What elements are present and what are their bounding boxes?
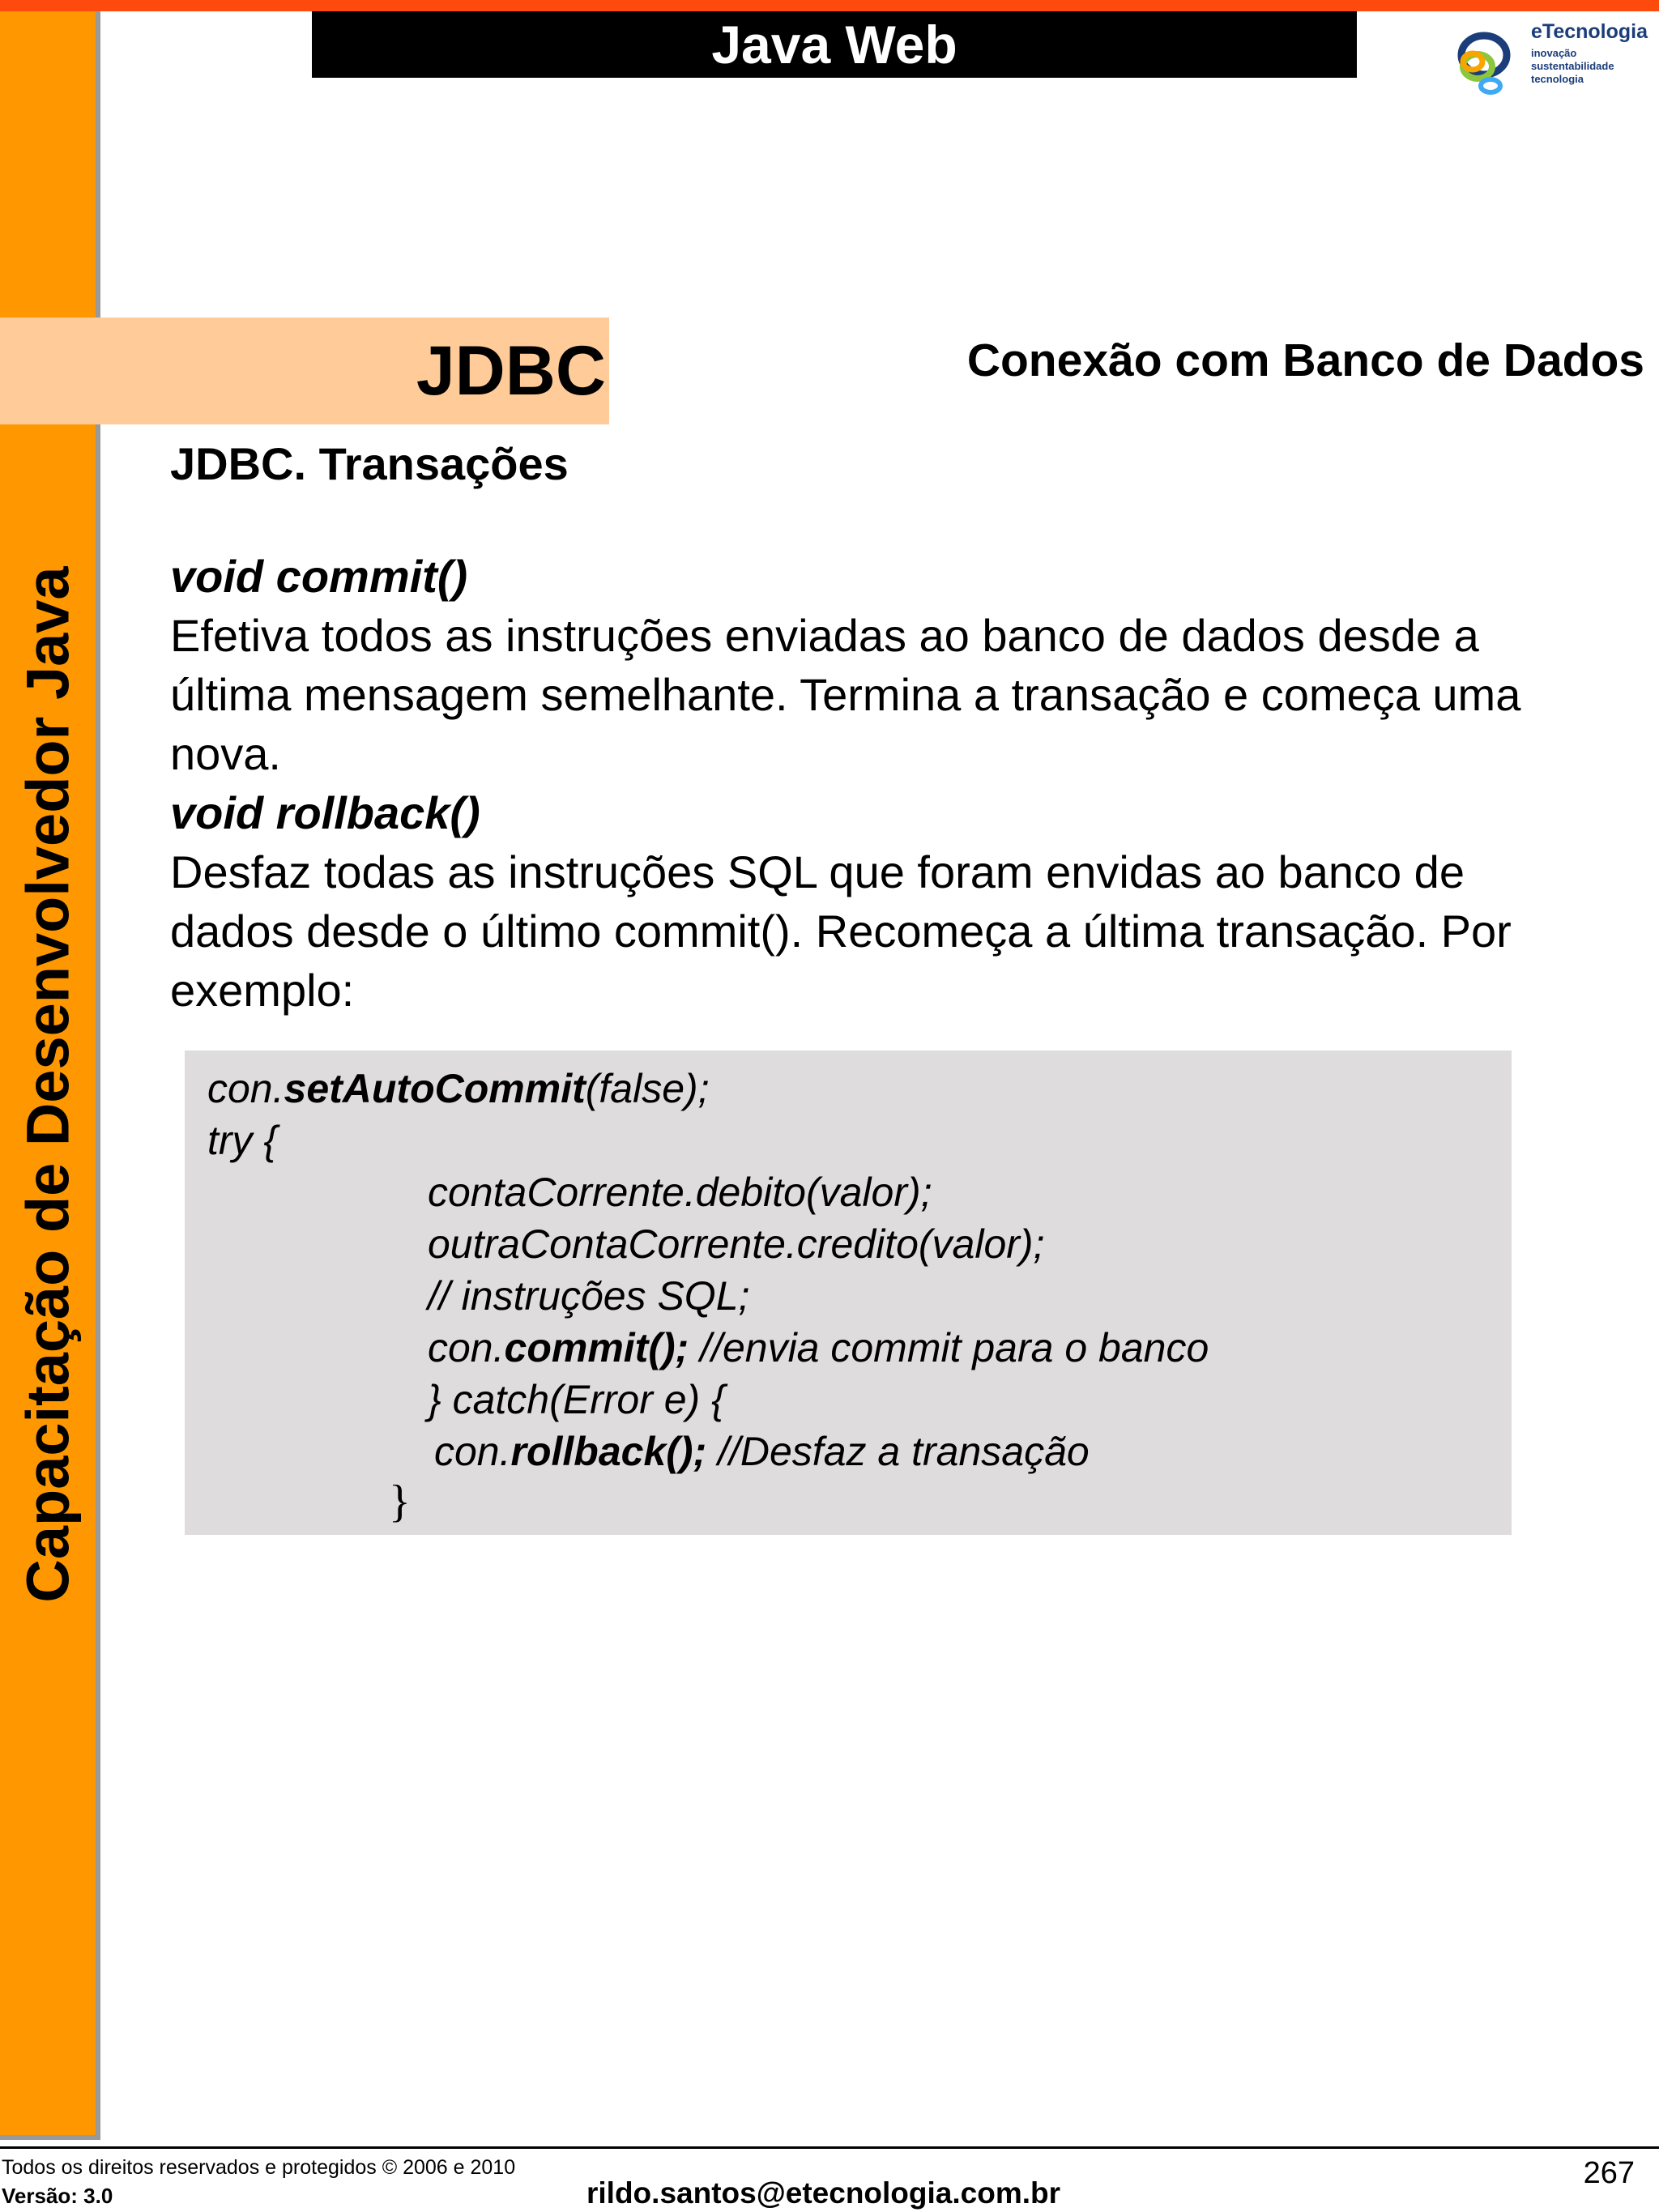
slide-heading: JDBC. Transações bbox=[170, 438, 569, 489]
commit-description: Efetiva todos as instruções enviadas ao banco de dados desde a última mensagem semelhante. Termina a transação e começa uma nova. bbox=[170, 610, 1521, 779]
top-accent-stripe bbox=[0, 0, 1659, 11]
section-subtitle: Conexão com Banco de Dados bbox=[966, 335, 1644, 386]
footer-copyright: Todos os direitos reservados e protegidos © 2006 e 2010 bbox=[2, 2156, 516, 2179]
rollback-description: Desfaz todas as instruções SQL que foram envidas ao banco de dados desde o último commit(). Recomeça a última transação. Por exemplo: bbox=[170, 846, 1512, 1016]
footer-divider bbox=[0, 2146, 1659, 2149]
logo-tagline-2: sustentabilidade bbox=[1531, 60, 1614, 72]
slide-body bbox=[170, 547, 1547, 1020]
code-line-8: con.rollback(); //Desfaz a transação bbox=[434, 1429, 1090, 1474]
logo-tagline-3: tecnologia bbox=[1531, 73, 1584, 85]
logo-rings-icon bbox=[1450, 16, 1531, 97]
page-number: 267 bbox=[1583, 2156, 1635, 2190]
header-title: Java Web bbox=[711, 15, 957, 75]
footer-email: rildo.santos@etecnologia.com.br bbox=[586, 2176, 1061, 2210]
code-line-7: } catch(Error e) { bbox=[428, 1377, 725, 1422]
code-line-1: con.setAutoCommit(false); bbox=[207, 1066, 710, 1111]
section-band bbox=[0, 318, 609, 424]
code-line-2: try { bbox=[207, 1118, 278, 1163]
code-line-3: contaCorrente.debito(valor); bbox=[428, 1170, 932, 1215]
logo-name: eTecnologia bbox=[1531, 20, 1648, 43]
etecnologia-logo bbox=[1450, 16, 1653, 97]
header-bar bbox=[312, 11, 1357, 78]
logo-tagline-1: inovação bbox=[1531, 47, 1577, 59]
commit-method-title: void commit() bbox=[170, 551, 468, 602]
code-closing-brace: } bbox=[389, 1477, 411, 1527]
code-example bbox=[185, 1051, 1512, 1535]
rollback-method-title: void rollback() bbox=[170, 787, 480, 838]
section-title: JDBC bbox=[416, 332, 606, 410]
footer-version: Versão: 3.0 bbox=[2, 2184, 113, 2208]
code-line-4: outraContaCorrente.credito(valor); bbox=[428, 1221, 1045, 1267]
sidebar-label: Capacitação de Desenvolvedor Java bbox=[14, 566, 82, 1603]
code-line-5: // instruções SQL; bbox=[428, 1273, 750, 1319]
code-line-6: con.commit(); //envia commit para o banco bbox=[428, 1325, 1209, 1370]
